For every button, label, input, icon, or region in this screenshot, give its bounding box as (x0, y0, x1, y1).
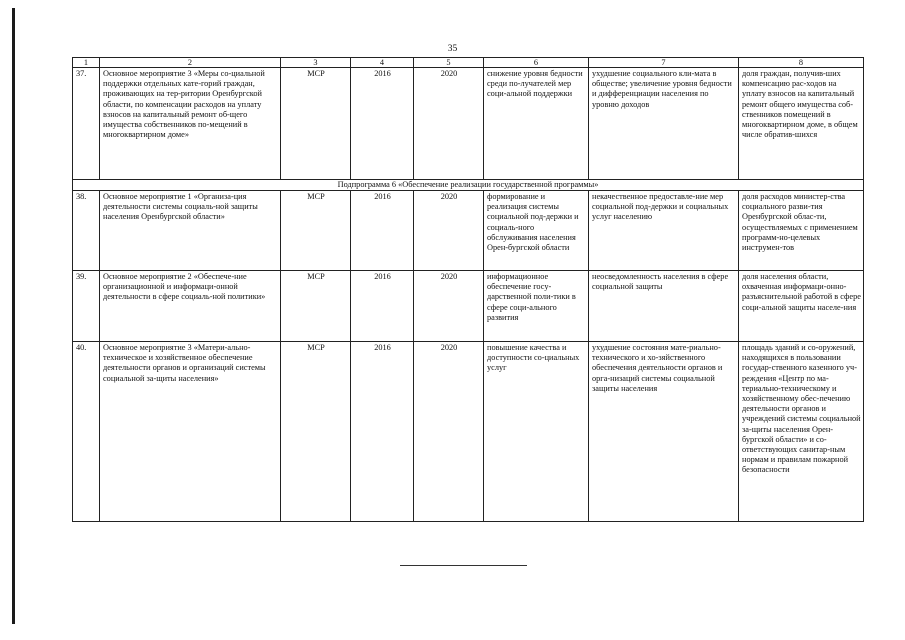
page-binding-edge (12, 8, 15, 624)
related-indicator: доля граждан, получив-ших компенсацию рас-ходов на уплату взносов на капитальный ремонт общего имущества соб-ственников помещений в многоквартирном доме, в общем числе обратив-шихся (739, 68, 864, 180)
column-number: 8 (739, 58, 864, 68)
page-number: 35 (447, 44, 458, 54)
table-row (73, 271, 864, 342)
non-implementation-consequences: ухудшение социального кли-мата в обществе; увеличение уровня бедности и дифференциации населения по уровню доходов (589, 68, 739, 180)
executor: МСР (281, 68, 351, 180)
measure-name: Основное мероприятие 3 «Меры со-циальной поддержки отдельных кате-горий граждан, проживающих на тер-ритории Оренбургской области, по компенсации расходов на уплату взносов на капитальный ремонт об-щего имущества собственников по-мещений в многоквартирном доме» (100, 68, 281, 180)
executor: МСР (281, 271, 351, 342)
program-measures-table (72, 57, 864, 522)
executor: МСР (281, 191, 351, 271)
measure-name: Основное мероприятие 1 «Организа-ция деятельности системы социаль-ной защиты населения Оренбургской области» (100, 191, 281, 271)
non-implementation-consequences: неосведомленность населения в сфере социальной защиты (589, 271, 739, 342)
column-number: 1 (73, 58, 100, 68)
related-indicator: площадь зданий и со-оружений, находящихся в пользовании государ-ственного казенного уч-реждения «Центр по ма-териально-техническому и хозяйственному обес-печению деятельности органов и учреждений системы социальной за-щиты населения Орен-бургской области» и со-ответствующих санитар-ным нормам и правилам пожарной безопасности (739, 342, 864, 522)
expected-result: повышение качества и доступности со-циальных услуг (484, 342, 589, 522)
measure-name: Основное мероприятие 2 «Обеспече-ние организационной и информаци-онной деятельности в сфере социаль-ной политики» (100, 271, 281, 342)
row-number: 37. (73, 68, 100, 180)
column-number: 5 (414, 58, 484, 68)
executor: МСР (281, 342, 351, 522)
subprogram-row (73, 180, 864, 191)
expected-result: формирование и реализация системы социальной под-держки и социаль-ного обслуживания населения Орен-бургской области (484, 191, 589, 271)
related-indicator: доля населения области, охваченная информаци-онно-разъяснительной работой в сфере соци-альной защиты населе-ния (739, 271, 864, 342)
start-year: 2016 (351, 68, 414, 180)
non-implementation-consequences: ухудшение состояния мате-риально-технического и хо-зяйственного обеспечения деятельности органов и орга-низаций системы социальной защиты населения (589, 342, 739, 522)
subprogram-header: Подпрограмма 6 «Обеспечение реализации государственной программы» (73, 180, 864, 191)
column-number-row (73, 58, 864, 68)
column-number: 6 (484, 58, 589, 68)
table-row (73, 68, 864, 180)
measure-name: Основное мероприятие 3 «Матери-ально-техническое и хозяйственное обеспечение деятельности органов и организаций системы социальной за-щиты населения» (100, 342, 281, 522)
column-number: 2 (100, 58, 281, 68)
start-year: 2016 (351, 191, 414, 271)
end-year: 2020 (414, 191, 484, 271)
start-year: 2016 (351, 271, 414, 342)
end-year: 2020 (414, 271, 484, 342)
column-number: 7 (589, 58, 739, 68)
column-number: 4 (351, 58, 414, 68)
table-row (73, 342, 864, 522)
table-row (73, 191, 864, 271)
row-number: 38. (73, 191, 100, 271)
non-implementation-consequences: некачественное предоставле-ние мер социальной под-держки и социальных услуг населению (589, 191, 739, 271)
end-of-table-rule (400, 565, 527, 566)
start-year: 2016 (351, 342, 414, 522)
expected-result: информационное обеспечение госу-дарственной поли-тики в сфере соци-ального развития (484, 271, 589, 342)
end-year: 2020 (414, 342, 484, 522)
row-number: 39. (73, 271, 100, 342)
column-number: 3 (281, 58, 351, 68)
end-year: 2020 (414, 68, 484, 180)
related-indicator: доля расходов министер-ства социального разви-тия Оренбургской облас-ти, осуществляемых с применением программ-но-целевых инструмен-тов (739, 191, 864, 271)
expected-result: снижение уровня бедности среди по-лучателей мер соци-альной поддержки (484, 68, 589, 180)
row-number: 40. (73, 342, 100, 522)
